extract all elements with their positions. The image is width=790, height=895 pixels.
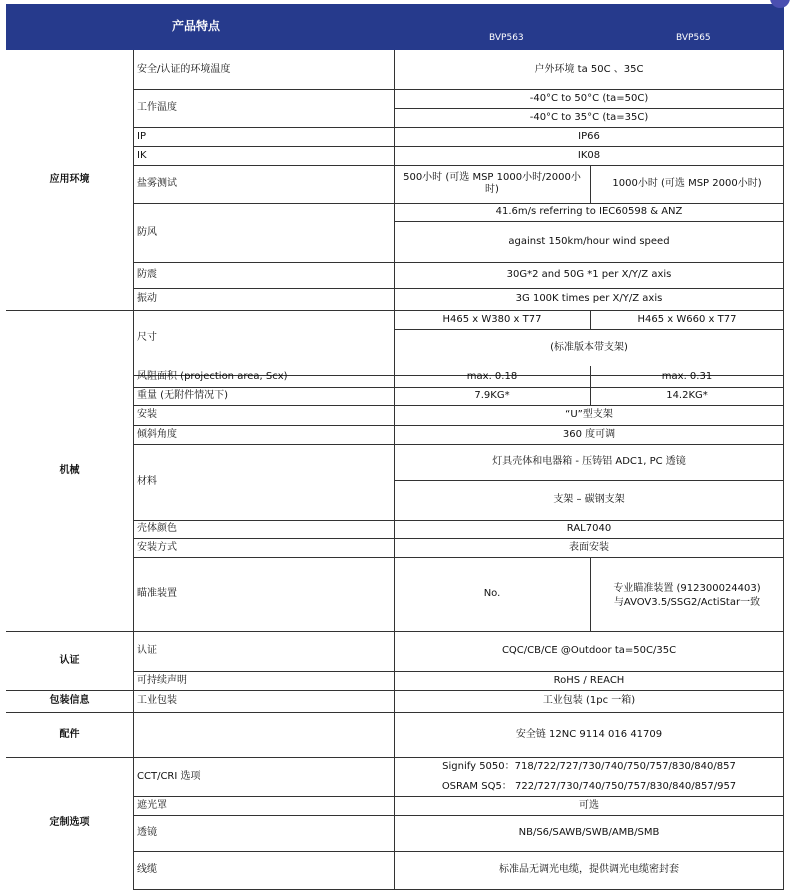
value-size-bvp563: H465 x W380 x T77	[442, 313, 542, 325]
value-salt-spray-bvp563: 500小时 (可选 MSP 1000小时/2000小时)	[403, 172, 581, 195]
value-cct-signify: Signify 5050：718/722/727/730/740/750/757/830/840/857	[442, 761, 736, 772]
row-label-tilt: 倾斜角度	[137, 428, 177, 440]
value-aiming-bvp565-line1: 专业瞄准装置 (912300024403)	[613, 583, 761, 594]
value-salt-spray-bvp565: 1000小时 (可选 MSP 2000小时)	[612, 178, 762, 189]
value-installation: “U”型支架	[565, 409, 613, 420]
row-label-lens: 透镜	[137, 827, 157, 838]
row-label-mounting: 安装方式	[137, 541, 177, 553]
row-label-housing-color: 壳体颜色	[137, 523, 177, 534]
category-custom: 定制选项	[49, 817, 90, 828]
value-cable: 标准品无调光电缆，提供调光电缆密封套	[499, 864, 679, 875]
value-visor: 可选	[579, 799, 599, 811]
value-material-bracket: 支架 – 碳钢支架	[553, 494, 625, 505]
row-label-vibration: 振动	[137, 293, 157, 304]
category-mechanical: 机械	[59, 464, 80, 476]
category-certification: 认证	[59, 654, 80, 666]
row-label-size: 尺寸	[137, 332, 157, 343]
row-label-cert: 认证	[137, 645, 157, 656]
value-accessories: 安全链 12NC 9114 016 41709	[515, 728, 663, 740]
value-wind-speed: against 150km/hour wind speed	[508, 235, 670, 247]
value-size-bvp565: H465 x W660 x T77	[637, 313, 737, 325]
value-ip: IP66	[578, 130, 600, 142]
value-aiming-bvp565-line2: 与AVOV3.5/SSG2/ActiStar一致	[613, 597, 761, 608]
value-cct-osram: OSRAM SQ5： 722/727/730/740/750/757/830/840/857/957	[441, 780, 737, 792]
brand-logo-icon	[770, 0, 790, 8]
value-ik: IK08	[577, 149, 601, 161]
row-label-cct: CCT/CRI 选项	[137, 770, 201, 782]
row-label-aiming: 瞄准装置	[137, 588, 177, 599]
value-material-housing: 灯具壳体和电器箱 - 压铸铝 ADC1, PC 透镜	[492, 456, 686, 467]
value-tilt: 360 度可调	[562, 428, 616, 440]
value-wind-area-bvp565: max. 0.31	[661, 370, 713, 382]
header-col-bvp563: BVP563	[489, 33, 524, 43]
row-label-ip: IP	[137, 130, 146, 142]
row-label-wind: 防风	[137, 226, 157, 238]
row-label-weight: 重量 (无附件情况下)	[137, 390, 228, 401]
row-label-packaging: 工业包装	[137, 695, 177, 706]
value-mounting: 表面安装	[569, 541, 609, 553]
row-label-accessories	[133, 712, 394, 757]
header-title: 产品特点	[172, 19, 221, 33]
row-label-wind-area: 风阻面积 (projection area, Scx)	[137, 370, 288, 382]
value-size-note: (标准版本带支架)	[550, 341, 628, 353]
category-accessories: 配件	[59, 728, 80, 740]
value-working-temp-35: -40°C to 35°C (ta=35C)	[529, 111, 649, 123]
grid-line-h	[133, 889, 784, 890]
value-lens: NB/S6/SAWB/SWB/AMB/SMB	[518, 827, 660, 838]
row-label-cable: 线缆	[137, 864, 157, 875]
value-wind-area-bvp563: max. 0.18	[466, 370, 518, 382]
value-weight-bvp563: 7.9KG*	[474, 390, 510, 401]
value-housing-color: RAL7040	[566, 523, 612, 534]
header-col-bvp565: BVP565	[676, 33, 711, 43]
row-label-ambient-temp: 安全/认证的环境温度	[137, 63, 231, 75]
value-shock: 30G*2 and 50G *1 per X/Y/Z axis	[506, 269, 672, 280]
value-weight-bvp565: 14.2KG*	[666, 390, 708, 401]
value-working-temp-50: -40°C to 50°C (ta=50C)	[529, 92, 649, 104]
category-environment: 应用环境	[49, 174, 90, 185]
value-aiming-bvp563: No.	[483, 588, 501, 599]
row-label-ik: IK	[137, 149, 147, 161]
category-packaging: 包装信息	[49, 695, 90, 706]
row-label-sustainability: 可持续声明	[137, 674, 187, 686]
row-label-working-temp: 工作温度	[137, 102, 177, 113]
row-label-visor: 遮光罩	[137, 799, 167, 811]
value-wind-iec: 41.6m/s referring to IEC60598 & ANZ	[495, 206, 683, 217]
row-label-installation: 安装	[137, 409, 157, 420]
table-header	[6, 4, 784, 50]
value-vibration: 3G 100K times per X/Y/Z axis	[515, 293, 663, 304]
value-sustainability: RoHS / REACH	[553, 674, 625, 686]
row-label-material: 材料	[137, 476, 157, 487]
row-label-shock: 防震	[137, 269, 157, 280]
value-cert: CQC/CB/CE @Outdoor ta=50C/35C	[501, 645, 677, 656]
value-ambient-temp: 户外环境 ta 50C 、35C	[534, 63, 644, 75]
value-packaging: 工业包装 (1pc 一箱)	[542, 695, 636, 706]
row-label-salt-spray: 盐雾测试	[137, 178, 177, 189]
